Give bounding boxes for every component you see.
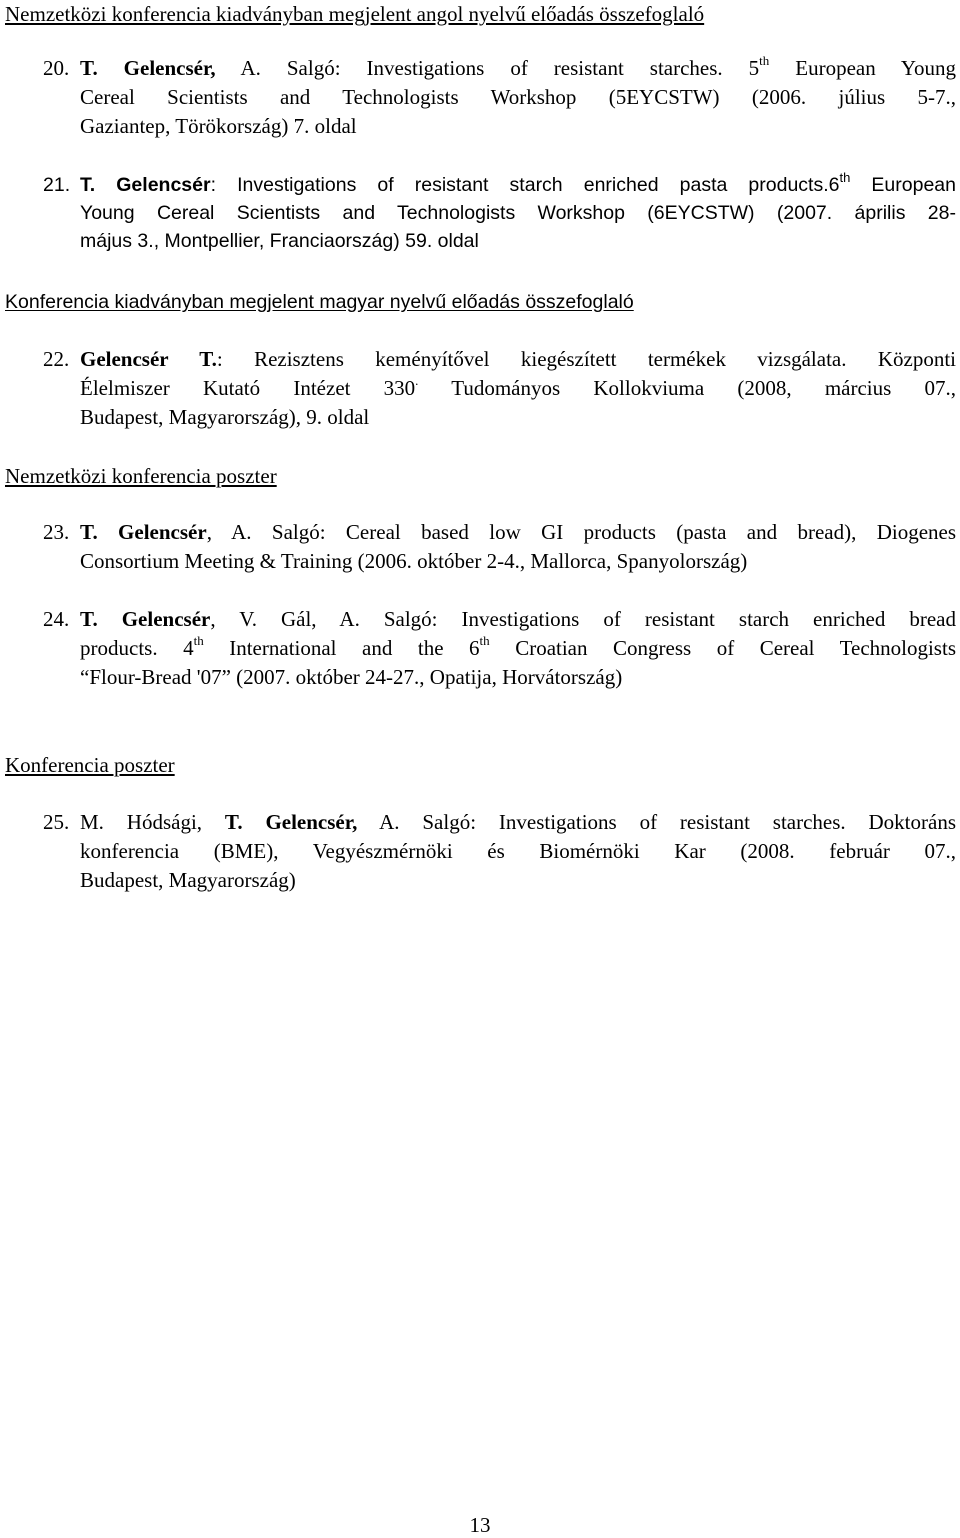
entry-text: European [850,174,956,196]
entry-text: , A. Salgó: Cereal based low GI products (pasta and bread), Diogenes [206,520,957,544]
entry-body [80,171,956,255]
entry-text: Élelmiszer Kutató Intézet 330 [80,376,416,400]
entry-text: M. Hódsági, [80,810,225,834]
author-name: T. Gelencsér [80,607,211,631]
author-name: Gelencsér T. [80,347,217,371]
entry-line: Cereal Scientists and Technologists Workshop (5EYCSTW) (2006. július 5-7., [80,85,956,109]
entry-line [80,54,956,83]
entry-line: május 3., Montpellier, Franciaország) 59. oldal [80,230,479,252]
section-heading-intl-poster: Nemzetközi konferencia poszter [5,464,277,488]
list-item-22 [43,345,956,432]
entry-body [80,518,956,576]
entry-text: , V. Gál, A. Salgó: Investigations of resistant starch enriched bread [210,607,957,631]
entry-text: : Rezisztens keményítővel kiegészített termékek vizsgálata. Központi [216,347,956,371]
list-item-20 [43,54,956,141]
entry-text: A. Salgó: Investigations of resistant starches. Doktoráns [357,810,957,834]
entry-line [80,605,956,634]
entry-number: 23. [43,520,70,544]
entry-text: Croatian Congress of Cereal Technologists [489,636,956,660]
entry-line: Consortium Meeting & Training (2006. október 2-4., Mallorca, Spanyolország) [80,549,748,573]
entry-number: 25. [43,810,70,834]
entry-line: Young Cereal Scientists and Technologists Workshop (6EYCSTW) (2007. április 28- [80,202,956,224]
entry-body [80,54,956,141]
superscript: . [415,373,419,388]
list-item-25 [43,808,956,895]
entry-number: 22. [43,347,70,371]
entry-line: “Flour-Bread '07” (2007. október 24-27., Opatija, Horvátország) [80,665,623,689]
list-item-23 [43,518,956,576]
entry-body [80,808,956,895]
entry-text: European Young [769,56,956,80]
entry-line: Budapest, Magyarország), 9. oldal [80,405,370,429]
entry-line [80,374,956,403]
entry-text: : Investigations of resistant starch enriched pasta products.6 [210,174,840,196]
entry-line: konferencia (BME), Vegyészmérnöki és Biomérnöki Kar (2008. február 07., [80,839,956,863]
author-name: T. Gelencsér, [80,56,216,80]
entry-number: 20. [43,56,70,80]
entry-line: Gaziantep, Törökország) 7. oldal [80,114,357,138]
entry-line: Budapest, Magyarország) [80,868,296,892]
list-item-21 [43,171,956,255]
section-heading-conf-hungarian: Konferencia kiadványban megjelent magyar nyelvű előadás összefoglaló [5,291,634,313]
page-number: 13 [469,1513,491,1537]
entry-text: Tudományos Kollokviuma (2008, március 07., [418,376,956,400]
entry-body [80,605,956,692]
author-name: T. Gelencsér [80,174,211,196]
author-name: T. Gelencsér [80,520,207,544]
superscript: th [479,633,490,648]
entry-text: International and the 6 [203,636,480,660]
entry-text: products. 4 [80,636,194,660]
entry-number: 24. [43,607,70,631]
entry-line [80,808,956,837]
entry-text: A. Salgó: Investigations of resistant starches. 5 [215,56,760,80]
entry-line [80,171,956,199]
author-name: T. Gelencsér, [224,810,358,834]
superscript: th [759,53,770,68]
entry-line [80,345,956,374]
entry-line [80,634,956,663]
superscript: th [193,633,204,648]
entry-number: 21. [43,174,71,196]
list-item-24 [43,605,956,692]
entry-line [80,518,956,547]
superscript: th [839,169,851,185]
entry-body [80,345,956,432]
section-heading-conf-poster: Konferencia poszter [5,753,175,777]
section-heading-intl-conf-english: Nemzetközi konferencia kiadványban megjelent angol nyelvű előadás összefoglaló [5,2,705,26]
